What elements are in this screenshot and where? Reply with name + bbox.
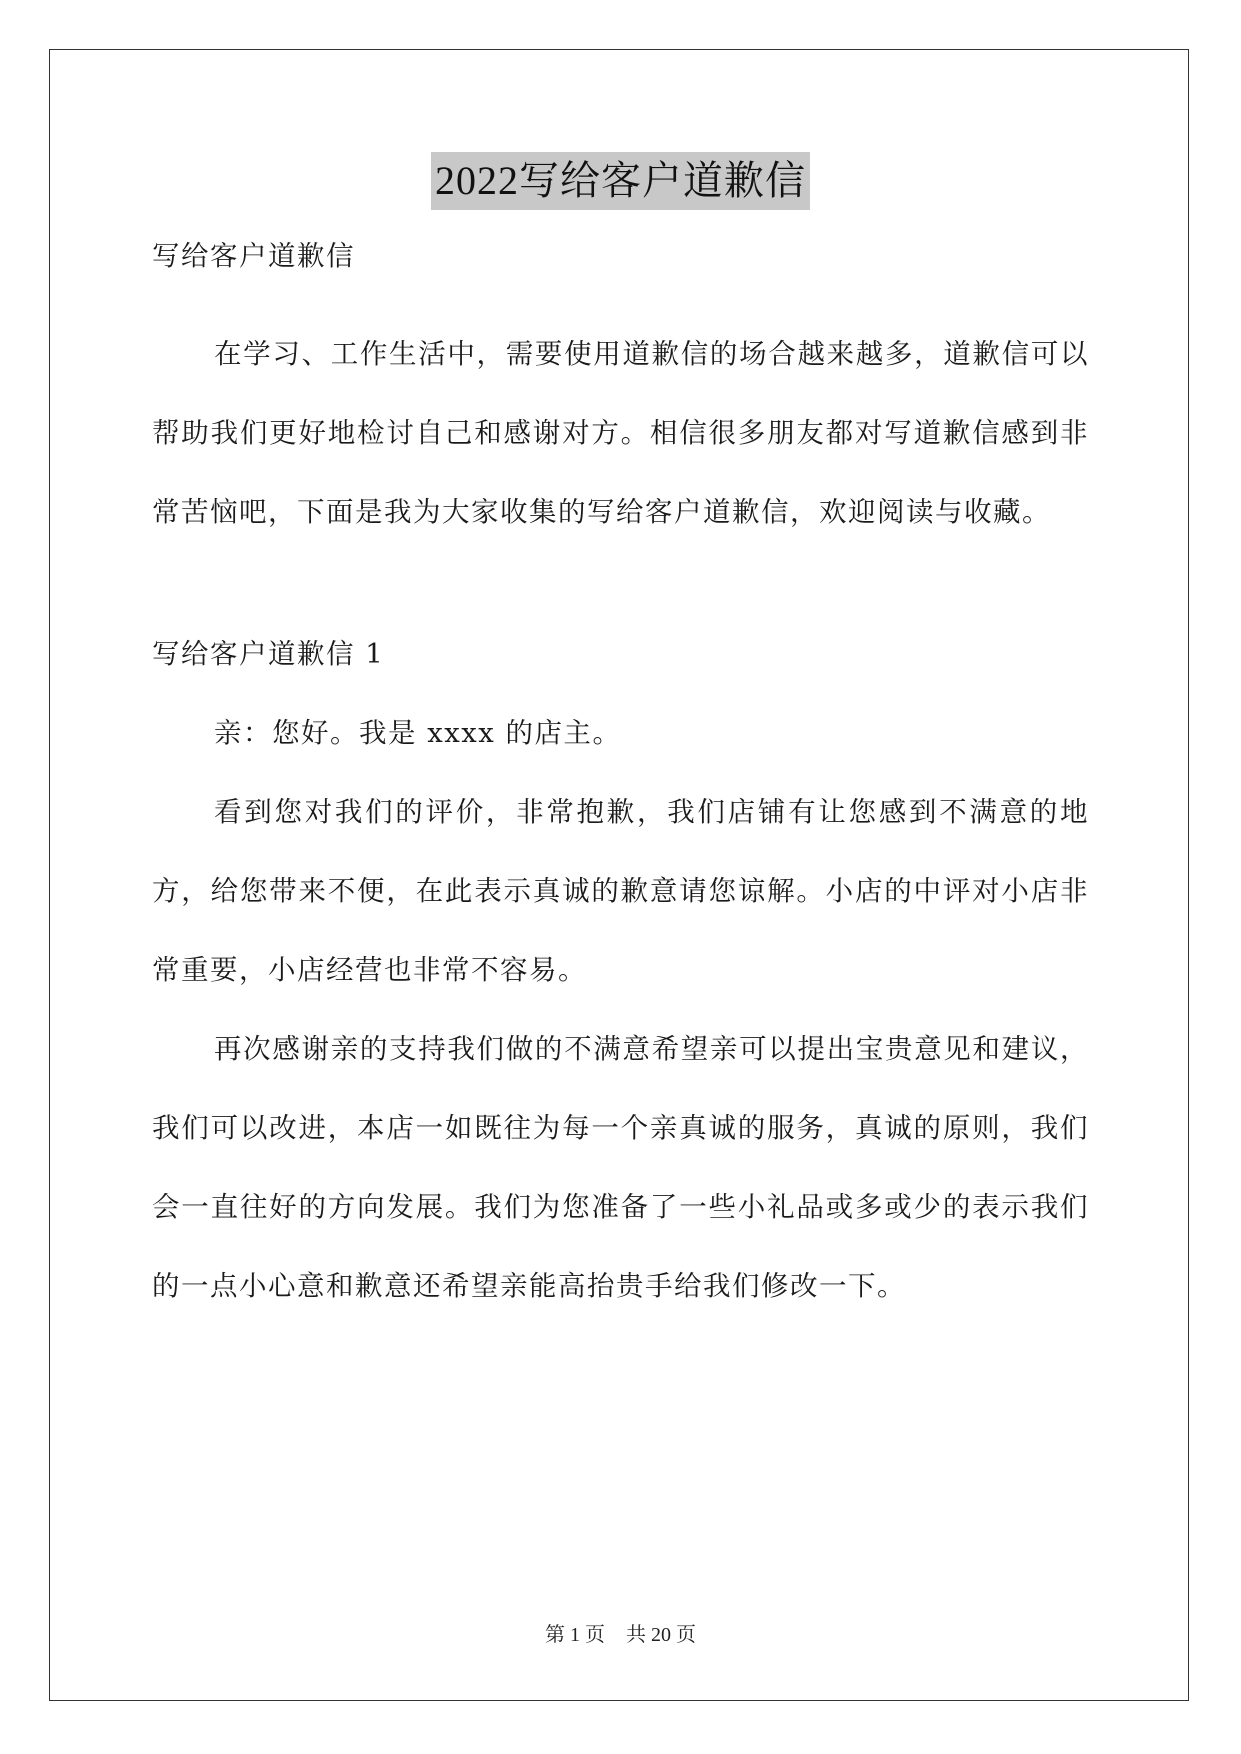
document-body xyxy=(152,236,1089,1326)
body-paragraph: 看到您对我们的评价，非常抱歉，我们店铺有让您感到不满意的地方，给您带来不便，在此表示真诚的歉意请您谅解。小店的中评对小店非常重要，小店经营也非常不容易。 xyxy=(152,796,1089,986)
page-footer xyxy=(0,1618,1241,1647)
document-subtitle: 写给客户道歉信 xyxy=(152,240,355,272)
title-container xyxy=(0,152,1241,210)
greeting-paragraph: 亲：您好。我是 xxxx 的店主。 xyxy=(214,717,622,749)
page-number: 第 1 页 xyxy=(545,1624,605,1646)
page-total: 共 20 页 xyxy=(626,1624,696,1646)
intro-paragraph: 在学习、工作生活中，需要使用道歉信的场合越来越多，道歉信可以帮助我们更好地检讨自己和感谢对方。相信很多朋友都对写道歉信感到非常苦恼吧，下面是我为大家收集的写给客户道歉信，欢迎阅读与收藏。 xyxy=(152,338,1089,528)
body-paragraph: 再次感谢亲的支持我们做的不满意希望亲可以提出宝贵意见和建议，我们可以改进，本店一如既往为每一个亲真诚的服务，真诚的原则，我们会一直往好的方向发展。我们为您准备了一些小礼品或多或少的表示我们的一点小心意和歉意还希望亲能高抬贵手给我们修改一下。 xyxy=(152,1033,1089,1302)
section-heading: 写给客户道歉信 1 xyxy=(152,638,385,670)
document-title: 2022写给客户道歉信 xyxy=(431,152,810,210)
